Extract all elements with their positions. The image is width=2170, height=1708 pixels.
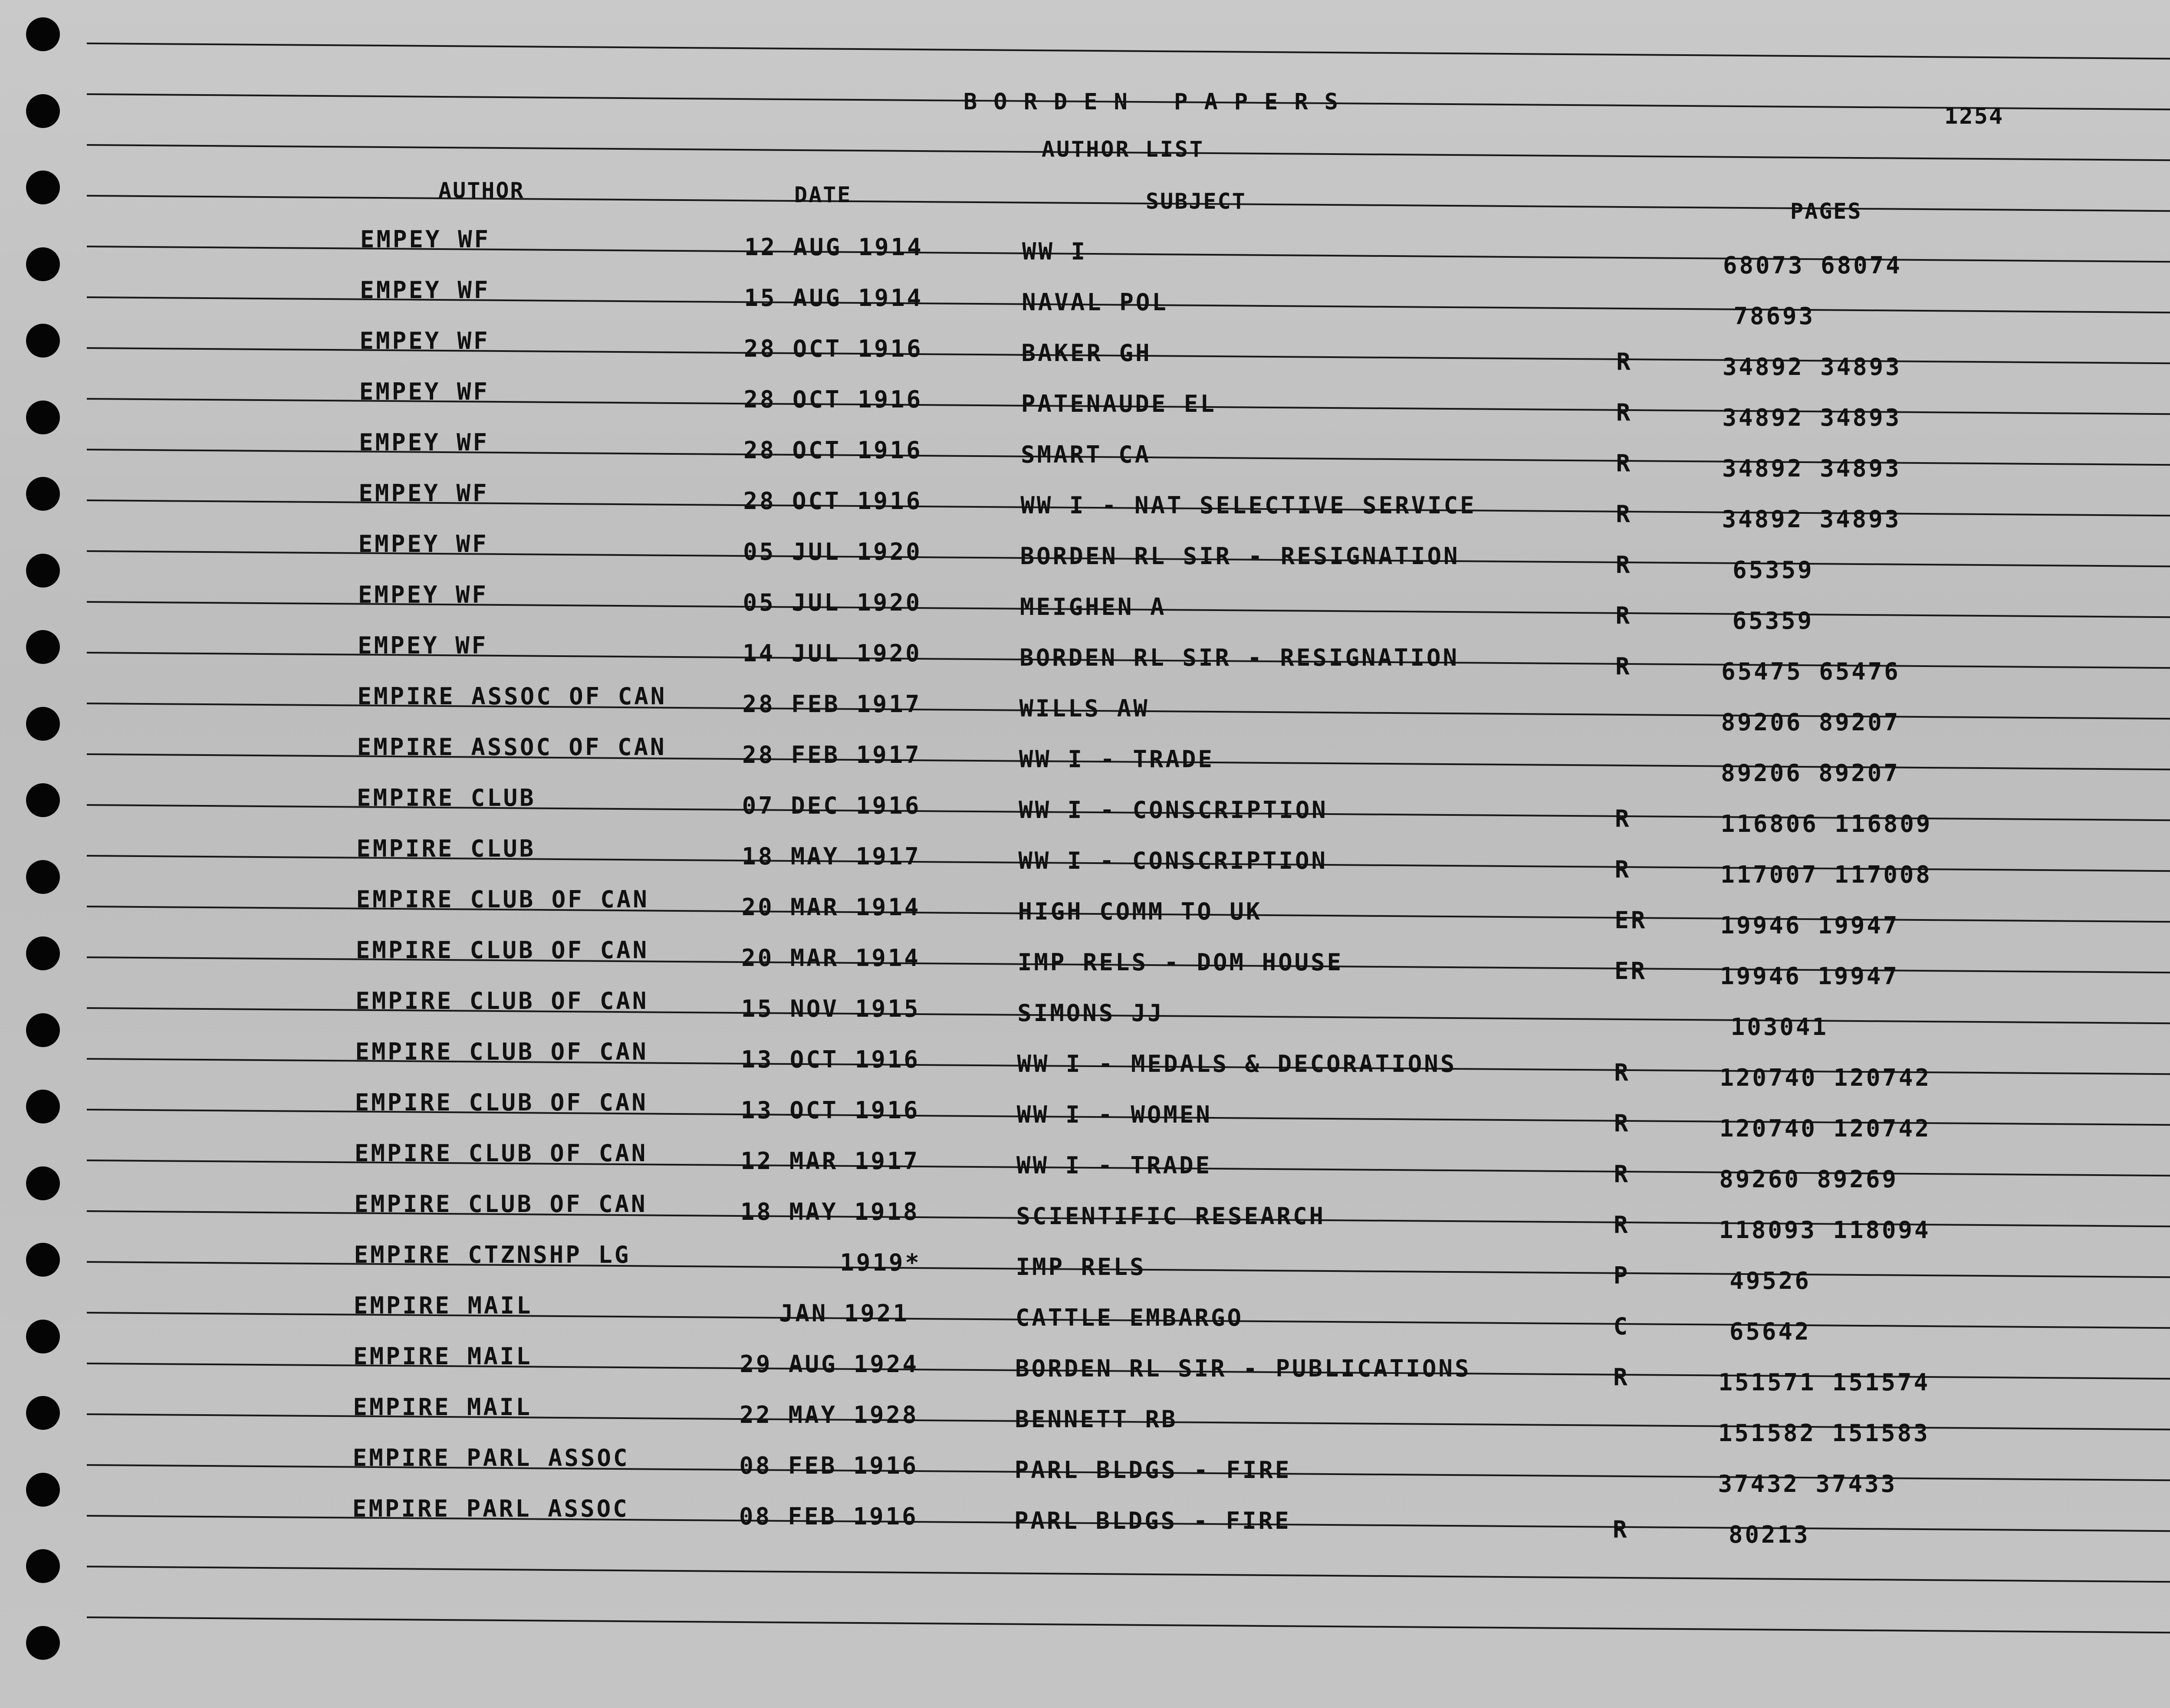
cell-code: R: [1616, 399, 1633, 426]
cell-subject: SMART CA: [1021, 441, 1151, 468]
cell-pages: 65359: [1732, 607, 1814, 634]
sprocket-hole: [26, 1166, 60, 1200]
cell-pages: 37432 37433: [1718, 1470, 1897, 1498]
cell-date: 22 MAY 1928: [739, 1401, 919, 1429]
page-number: 1254: [1944, 103, 2004, 129]
cell-subject: IMP RELS - DOM HOUSE: [1017, 949, 1344, 976]
sprocket-hole: [26, 477, 60, 511]
cell-code: R: [1616, 500, 1632, 528]
cell-date: 14 JUL 1920: [743, 640, 922, 667]
cell-date: 12 AUG 1914: [744, 233, 924, 261]
cell-author: EMPIRE ASSOC OF CAN: [357, 683, 667, 710]
cell-subject: WILLS AW: [1019, 695, 1150, 722]
cell-code: R: [1615, 602, 1632, 629]
cell-author: EMPIRE CLUB OF CAN: [355, 1038, 648, 1065]
cell-pages: 80213: [1729, 1521, 1810, 1548]
cell-code: C: [1613, 1313, 1630, 1340]
cell-pages: 120740 120742: [1719, 1115, 1931, 1142]
ruled-line: [87, 43, 2170, 60]
cell-author: EMPEY WF: [359, 327, 490, 355]
cell-subject: PARL BLDGS - FIRE: [1014, 1507, 1291, 1534]
cell-author: EMPIRE CTZNSHP LG: [354, 1241, 631, 1268]
cell-pages: 65359: [1733, 556, 1814, 584]
cell-subject: BAKER GH: [1021, 339, 1152, 367]
cell-date: 13 OCT 1916: [740, 1097, 920, 1124]
cell-author: EMPIRE MAIL: [353, 1343, 533, 1370]
sprocket-hole: [26, 401, 60, 434]
cell-author: EMPIRE CLUB OF CAN: [355, 1089, 648, 1116]
cell-author: EMPEY WF: [358, 632, 488, 659]
column-header-subject: SUBJECT: [1146, 189, 1246, 214]
cell-author: EMPIRE CLUB OF CAN: [356, 886, 649, 913]
cell-subject: MEIGHEN A: [1019, 593, 1167, 621]
sprocket-hole: [26, 1013, 60, 1047]
cell-date: 13 OCT 1916: [741, 1046, 920, 1073]
cell-subject: WW I - CONSCRIPTION: [1019, 796, 1328, 824]
cell-code: R: [1614, 1160, 1631, 1188]
cell-pages: 34892 34893: [1722, 404, 1902, 431]
cell-date: 29 AUG 1924: [740, 1350, 919, 1378]
column-header-date: DATE: [794, 182, 852, 207]
sprocket-hole: [26, 707, 60, 741]
cell-date: 28 FEB 1917: [742, 741, 921, 769]
cell-pages: 34892 34893: [1722, 455, 1901, 482]
cell-pages: 89206 89207: [1721, 759, 1900, 787]
cell-author: EMPEY WF: [360, 276, 490, 304]
cell-author: EMPIRE PARL ASSOC: [352, 1495, 629, 1522]
sprocket-hole: [26, 324, 60, 358]
sprocket-hole: [26, 1626, 60, 1660]
sprocket-hole: [26, 94, 60, 128]
cell-author: EMPIRE CLUB OF CAN: [355, 1140, 648, 1167]
cell-subject: WW I - WOMEN: [1016, 1101, 1212, 1128]
cell-subject: BENNETT RB: [1015, 1406, 1178, 1433]
cell-date: 28 OCT 1916: [744, 335, 923, 362]
cell-subject: PARL BLDGS - FIRE: [1014, 1456, 1292, 1484]
cell-date: JAN 1921: [779, 1300, 909, 1327]
cell-code: R: [1615, 805, 1631, 832]
cell-pages: 117007 117008: [1720, 861, 1932, 888]
cell-author: EMPIRE MAIL: [353, 1292, 533, 1319]
cell-code: R: [1614, 856, 1631, 883]
cell-date: 08 FEB 1916: [739, 1503, 918, 1530]
cell-author: EMPIRE PARL ASSOC: [352, 1444, 630, 1472]
sprocket-hole: [26, 247, 60, 281]
cell-subject: HIGH COMM TO UK: [1018, 898, 1263, 925]
cell-date: 20 MAR 1914: [741, 944, 921, 972]
cell-date: 18 MAY 1918: [740, 1198, 920, 1225]
cell-pages: 49526: [1729, 1267, 1811, 1294]
sprocket-hole: [26, 1473, 60, 1507]
cell-author: EMPEY WF: [358, 480, 489, 507]
cell-author: EMPIRE ASSOC OF CAN: [357, 733, 667, 761]
cell-code: R: [1614, 1059, 1631, 1086]
cell-code: R: [1616, 348, 1633, 375]
column-header-author: AUTHOR: [438, 178, 525, 203]
cell-author: EMPEY WF: [358, 530, 489, 558]
cell-code: P: [1613, 1262, 1630, 1289]
cell-subject: WW I - CONSCRIPTION: [1018, 847, 1328, 874]
sprocket-hole: [26, 1090, 60, 1123]
sprocket-hole: [26, 783, 60, 817]
cell-date: 1919*: [840, 1249, 921, 1276]
cell-code: ER: [1614, 957, 1647, 985]
cell-pages: 103041: [1730, 1013, 1828, 1041]
cell-code: R: [1613, 1363, 1630, 1391]
cell-author: EMPIRE MAIL: [353, 1393, 533, 1421]
cell-author: EMPIRE CLUB: [356, 835, 536, 862]
cell-date: 07 DEC 1916: [742, 792, 921, 819]
cell-date: 28 OCT 1916: [743, 487, 923, 515]
sprocket-hole: [26, 630, 60, 664]
cell-code: ER: [1614, 907, 1647, 934]
cell-date: 28 OCT 1916: [743, 386, 923, 413]
cell-pages: 65475 65476: [1721, 658, 1900, 685]
column-header-pages: PAGES: [1790, 199, 1862, 224]
sprocket-hole: [26, 1396, 60, 1430]
sprocket-hole: [26, 1243, 60, 1277]
cell-subject: BORDEN RL SIR - PUBLICATIONS: [1015, 1355, 1471, 1382]
cell-subject: PATENAUDE EL: [1021, 390, 1217, 417]
cell-date: 20 MAR 1914: [741, 893, 921, 921]
cell-pages: 19946 19947: [1720, 962, 1899, 990]
cell-date: 05 JUL 1920: [743, 589, 922, 616]
cell-code: R: [1614, 1211, 1630, 1238]
cell-date: 15 AUG 1914: [744, 284, 924, 312]
cell-subject: WW I - MEDALS & DECORATIONS: [1017, 1050, 1457, 1077]
cell-subject: SCIENTIFIC RESEARCH: [1016, 1202, 1326, 1230]
cell-subject: CATTLE EMBARGO: [1015, 1304, 1244, 1331]
cell-pages: 118093 118094: [1719, 1216, 1931, 1244]
cell-code: R: [1615, 551, 1632, 578]
cell-date: 12 MAR 1917: [740, 1147, 920, 1175]
cell-author: EMPIRE CLUB OF CAN: [355, 987, 649, 1015]
cell-subject: WW I: [1022, 238, 1088, 265]
cell-pages: 89260 89269: [1719, 1166, 1898, 1193]
cell-pages: 68073 68074: [1723, 252, 1902, 279]
cell-author: EMPIRE CLUB OF CAN: [355, 936, 649, 964]
ruled-line: [87, 1566, 2170, 1583]
cell-pages: 19946 19947: [1720, 912, 1900, 939]
cell-code: R: [1616, 450, 1633, 477]
cell-author: EMPEY WF: [360, 226, 491, 253]
ruled-line: [87, 1616, 2170, 1634]
cell-pages: 34892 34893: [1723, 353, 1902, 381]
sprocket-hole: [26, 936, 60, 970]
cell-subject: WW I - TRADE: [1019, 746, 1214, 773]
cell-code: R: [1615, 653, 1632, 680]
cell-author: EMPEY WF: [359, 429, 490, 456]
cell-subject: SIMONS JJ: [1017, 999, 1164, 1027]
cell-subject: WW I - NAT SELECTIVE SERVICE: [1020, 492, 1476, 519]
cell-subject: WW I - TRADE: [1016, 1152, 1212, 1179]
cell-date: 18 MAY 1917: [742, 843, 921, 870]
cell-subject: IMP RELS: [1016, 1253, 1146, 1281]
cell-date: 05 JUL 1920: [743, 538, 922, 565]
cell-date: 15 NOV 1915: [741, 995, 921, 1022]
cell-pages: 151571 151574: [1718, 1369, 1930, 1396]
cell-author: EMPIRE CLUB: [357, 784, 536, 811]
cell-subject: NAVAL POL: [1022, 289, 1168, 316]
sprocket-hole: [26, 1549, 60, 1583]
cell-pages: 151582 151583: [1718, 1419, 1930, 1447]
sprocket-hole: [26, 171, 60, 204]
cell-pages: 65642: [1729, 1318, 1811, 1345]
cell-pages: 78693: [1733, 302, 1815, 330]
cell-pages: 89206 89207: [1721, 709, 1900, 736]
cell-author: EMPEY WF: [359, 378, 490, 405]
sprocket-hole: [26, 860, 60, 894]
cell-code: R: [1613, 1516, 1629, 1543]
cell-code: R: [1614, 1110, 1631, 1137]
cell-date: 28 FEB 1917: [742, 690, 922, 718]
cell-author: EMPIRE CLUB OF CAN: [354, 1190, 648, 1218]
cell-pages: 34892 34893: [1722, 506, 1901, 533]
cell-subject: BORDEN RL SIR - RESIGNATION: [1019, 644, 1460, 671]
cell-subject: BORDEN RL SIR - RESIGNATION: [1020, 542, 1460, 570]
cell-date: 28 OCT 1916: [743, 437, 923, 464]
document-title: BORDEN PAPERS: [963, 89, 1355, 115]
sprocket-hole: [26, 17, 60, 51]
sprocket-hole: [26, 554, 60, 588]
cell-author: EMPEY WF: [358, 581, 489, 608]
sprocket-hole: [26, 1320, 60, 1353]
document-subtitle: AUTHOR LIST: [1042, 137, 1205, 162]
cell-pages: 116806 116809: [1720, 810, 1933, 838]
cell-date: 08 FEB 1916: [739, 1452, 919, 1479]
cell-pages: 120740 120742: [1720, 1064, 1931, 1091]
